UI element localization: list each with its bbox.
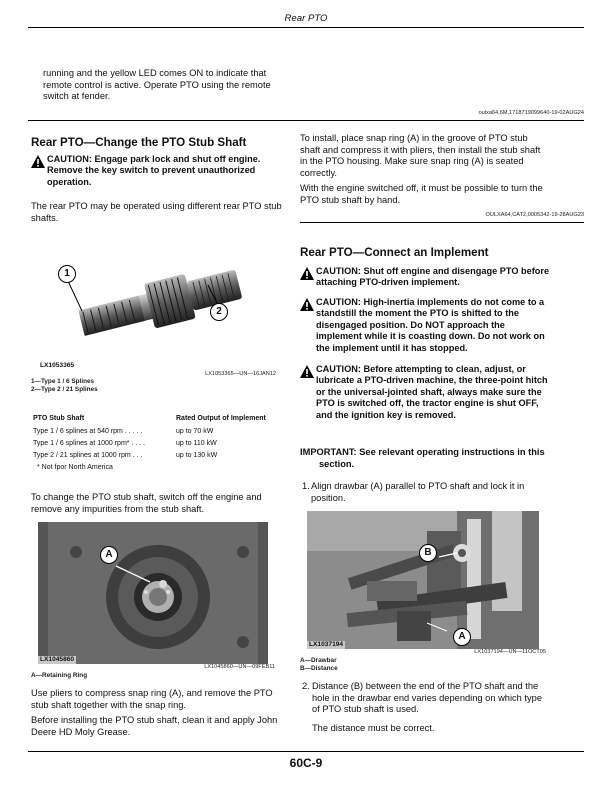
- warning-triangle-icon: [300, 364, 316, 421]
- caution-text: CAUTION: Engage park lock and shut off engine. Remove the key switch to prevent unauthorized operation.: [47, 154, 261, 187]
- step-1-text: Align drawbar (A) parallel to PTO shaft and lock it in position.: [311, 481, 525, 503]
- caution-park-lock: [31, 154, 281, 188]
- drawbar-photo: [307, 511, 539, 649]
- figure-2-reference: LX1045860—UN—09FEB11: [204, 664, 275, 670]
- table-header-output: Rated Output of Implement: [176, 415, 266, 422]
- table-cell-shaft: Type 1 / 6 splines at 1000 rpm* . . . .: [33, 440, 146, 447]
- warning-triangle-icon: [31, 154, 47, 188]
- step-2-number: 2.: [302, 681, 310, 691]
- page-header-title: Rear PTO: [284, 13, 328, 24]
- callout-a-label: A: [458, 631, 466, 642]
- right-reference-code: OULXA64,CAT2,0005342-19-28AUG23: [485, 212, 584, 218]
- figure-3-legend-2: B—Distance: [300, 665, 338, 672]
- stub-shaft-figure: [38, 229, 269, 370]
- callout-1: [58, 265, 76, 283]
- figure-tag: LX1053365: [40, 362, 75, 369]
- table-header-shaft: PTO Stub Shaft: [33, 415, 85, 422]
- table-row: [33, 450, 273, 462]
- table-note-row: [33, 462, 273, 474]
- step-2-note: The distance must be correct.: [312, 723, 435, 733]
- table-cell-shaft: Type 2 / 21 splines at 1000 rpm . . .: [33, 452, 143, 459]
- header-rule: [28, 27, 584, 28]
- caution-text: CAUTION: High-inertia implements do not come to a standstill the moment the PTO is shifted to the disengaged position. Do NOT approach the implement while it is coasting down. Do not work on the implement until it has stopped.: [316, 297, 545, 353]
- callout-b: [419, 544, 437, 562]
- callout-1-label: 1: [64, 268, 70, 279]
- callout-a: [453, 628, 471, 646]
- important-note: IMPORTANT: See relevant operating instructions in this section.: [300, 447, 545, 469]
- table-header-row: [33, 414, 273, 426]
- callout-2: [210, 303, 228, 321]
- top-reference-code: oulxa64,6M,1718719099640-19-02AUG24: [478, 110, 584, 116]
- step-1-number: 1.: [302, 481, 310, 491]
- top-block-rule: [28, 120, 584, 121]
- table-cell-output: up to 110 kW: [176, 440, 217, 447]
- section-divider: [300, 222, 584, 223]
- pto-stub-shaft-table: [33, 414, 273, 474]
- table-row: [33, 438, 273, 450]
- remove-snap-ring-paragraph: Use pliers to compress snap ring (A), and remove the PTO stub shaft together with the snap ring.: [31, 688, 273, 710]
- figure-1-legend-1: 1—Type 1 / 6 Splines: [31, 378, 95, 385]
- stub-shaft-illustration: [38, 229, 269, 370]
- figure-1-legend-2: 2—Type 2 / 21 Splines: [31, 386, 98, 393]
- figure-tag: LX1045860: [40, 656, 75, 663]
- install-grease-paragraph: Before installing the PTO stub shaft, clean it and apply John Deere HD Moly Grease.: [31, 715, 278, 737]
- caution-shut-off-engine: [300, 266, 550, 289]
- caution-high-inertia: [300, 297, 552, 354]
- caution-text: CAUTION: Shut off engine and disengage PTO before attaching PTO-driven implement.: [316, 266, 550, 288]
- top-continuation-text: running and the yellow LED comes ON to indicate that remote control is active. Operate PTO using the remote switch at fender.: [43, 68, 271, 102]
- callout-b-label: B: [424, 547, 432, 558]
- figure-3-legend-1: A—Drawbar: [300, 657, 337, 664]
- caution-before-cleaning: [300, 364, 552, 421]
- footer-rule: [28, 751, 584, 752]
- step-2-text: Distance (B) between the end of the PTO shaft and the hole in the drawbar end varies depending on which type of PTO stub shaft is used.: [312, 681, 542, 715]
- section-heading-change-stub-shaft: Rear PTO—Change the PTO Stub Shaft: [31, 136, 247, 149]
- figure-tag: LX1037194: [309, 641, 344, 648]
- table-cell-shaft: Type 1 / 6 splines at 540 rpm . . . . .: [33, 428, 143, 435]
- callout-2-label: 2: [216, 306, 222, 317]
- drawbar-figure: [307, 511, 539, 649]
- callout-a: [100, 546, 118, 564]
- retaining-ring-photo: [38, 522, 268, 664]
- figure-2-legend: A—Retaining Ring: [31, 672, 88, 679]
- section-heading-connect-implement: Rear PTO—Connect an Implement: [300, 246, 489, 259]
- engine-off-paragraph: With the engine switched off, it must be possible to turn the PTO stub shaft by hand.: [300, 183, 543, 205]
- table-row: [33, 426, 273, 438]
- figure-3-reference: LX1037194—UN—11OCT05: [474, 649, 546, 655]
- table-footnote: * Not fpor North America: [37, 464, 113, 471]
- change-shaft-paragraph: To change the PTO stub shaft, switch off the engine and remove any impurities from the stub shaft.: [31, 492, 262, 514]
- page-number: 60C-9: [289, 756, 323, 770]
- callout-a-label: A: [105, 549, 113, 560]
- caution-text: CAUTION: Before attempting to clean, adjust, or lubricate a PTO-driven machine, the three-point hitch or the universal-jointed shaft, always make sure the PTO is switched off, the tractor engine is shut OFF, and the ignition key is removed.: [316, 364, 548, 420]
- warning-triangle-icon: [300, 297, 316, 354]
- retaining-ring-figure: [38, 522, 268, 664]
- table-cell-output: up to 130 kW: [176, 452, 218, 459]
- intro-paragraph: The rear PTO may be operated using different rear PTO stub shafts.: [31, 201, 282, 223]
- figure-1-reference: LX1053365—UN—16JAN12: [205, 371, 276, 377]
- table-cell-output: up to 70 kW: [176, 428, 214, 435]
- install-snap-ring-paragraph: To install, place snap ring (A) in the groove of PTO stub shaft and compress it with pliers, then install the stub shaft in the PTO housing. Make sure snap ring (A) is seated correctly.: [300, 133, 541, 178]
- warning-triangle-icon: [300, 266, 316, 289]
